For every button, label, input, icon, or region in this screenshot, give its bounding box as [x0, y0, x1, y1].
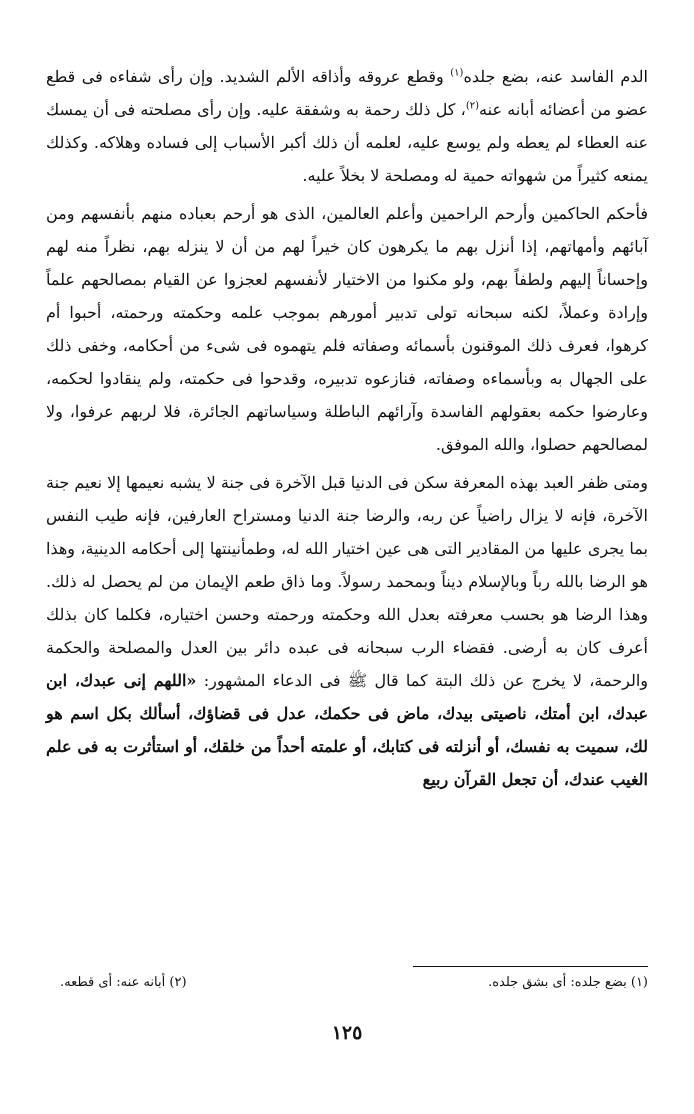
- paragraph-2: [46, 197, 648, 461]
- footnote-1-text: بضع جلده: أى بشق جلده.: [488, 975, 627, 990]
- page-body: [46, 60, 648, 796]
- paragraph-1-text-c: ، كل ذلك رحمة به وشفقة عليه. وإن رأى مصلحته فى أن يمسك عنه العطاء لم يعطه ولم يوسع عليه، لعلمه أن ذلك أكبر الأسباب إلى فساده وهلاكه. وكذلك يمنعه كثيراً من شهواته حمية له ومصلحة لا بخلاً عليه.: [46, 100, 648, 185]
- paragraph-1: [46, 60, 648, 192]
- footnotes: [60, 972, 648, 994]
- footnote-1: [488, 972, 648, 994]
- footnote-1-number: (١): [630, 975, 648, 990]
- paragraph-3-text: ومتى ظفر العبد بهذه المعرفة سكن فى الدنيا قبل الآخرة فى جنة لا يشبه نعيمها إلا نعيم جنة الآخرة، فإنه لا يزال راضياً عن ربه، والرضا جنة الدنيا ومستراح العارفين، فإنه طيب النفس بما يجرى عليها من المقادير التى هى عين اختيار الله له، وطمأنينتها إلى أحكامه الدينية، وهذا هو الرضا بالله رباً وبالإسلام ديناً وبمحمد رسولاً. وما ذاق طعم الإيمان من لم يحصل له ذلك. وهذا الرضا هو بحسب معرفته بعدل الله وحكمته ورحمته وحسن اختياره، فكلما كان بذلك أعرف كان به أرضى. فقضاء الرب سبحانه فى عبده دائر بين العدل والمصلحة والحكمة والرحمة، لا يخرج عن ذلك البتة كما قال ﷺ فى الدعاء المشهور:: [46, 473, 648, 690]
- page-number: ١٢٥: [331, 1022, 363, 1044]
- paragraph-2-text: فأحكم الحاكمين وأرحم الراحمين وأعلم العالمين، الذى هو أرحم بعباده منهم بأنفسهم ومن آبائهم وأمهاتهم، إذا أنزل بهم ما يكرهون كان خيراً لهم من أن لا ينزله بهم، نظراً منه لهم وإحساناً إليهم ولطفاً بهم، ولو مكنوا من الاختيار لأنفسهم لعجزوا عن القيام بمصالحهم علماً وإرادة وعملاً، لكنه سبحانه تولى تدبير أمورهم بموجب علمه وحكمته ورحمته، أحبوا أم كرهوا، فعرف ذلك الموقنون بأسمائه وصفاته فلم يتهموه فى شىء من أحكامه، وخفى ذلك على الجهال به وبأسماءه وصفاته، فنازعوه تدبيره، وقدحوا فى حكمته، ولم ينقادوا لحكمه، وعارضوا حكمه بعقولهم الفاسدة وآرائهم الباطلة وسياساتهم الجائرة، فلا لربهم عرفوا، ولا لمصالحهم حصلوا، والله الموفق.: [46, 204, 649, 454]
- paragraph-1-text-a: الدم الفاسد عنه، بضع جلده: [463, 67, 648, 86]
- footnote-divider: [413, 966, 648, 967]
- footnote-2-text: أبانه عنه: أى قطعه.: [60, 975, 166, 990]
- paragraph-1-text-b: وقطع عروقه وأذاقه الألم الشديد. وإن رأى شفاءه فى قطع عضو من أعضائه أبانه عنه: [46, 67, 649, 119]
- hadith-quote: «اللهم إنى عبدك، ابن عبدك، ابن أمتك، ناصيتى بيدك، ماض فى حكمك، عدل فى قضاؤك، أسألك بكل اسم هو لك، سميت به نفسك، أو أنزلته فى كتابك، أو علمته أحداً من خلقك، أو استأثرت به فى علم الغيب عندك، أن تجعل القرآن ربيع: [46, 671, 648, 789]
- paragraph-3: [46, 466, 648, 796]
- footnote-ref-2: (٢): [465, 100, 480, 112]
- footnote-2: [60, 972, 187, 994]
- footnote-ref-1: (١): [450, 67, 464, 79]
- footnote-2-number: (٢): [169, 975, 187, 990]
